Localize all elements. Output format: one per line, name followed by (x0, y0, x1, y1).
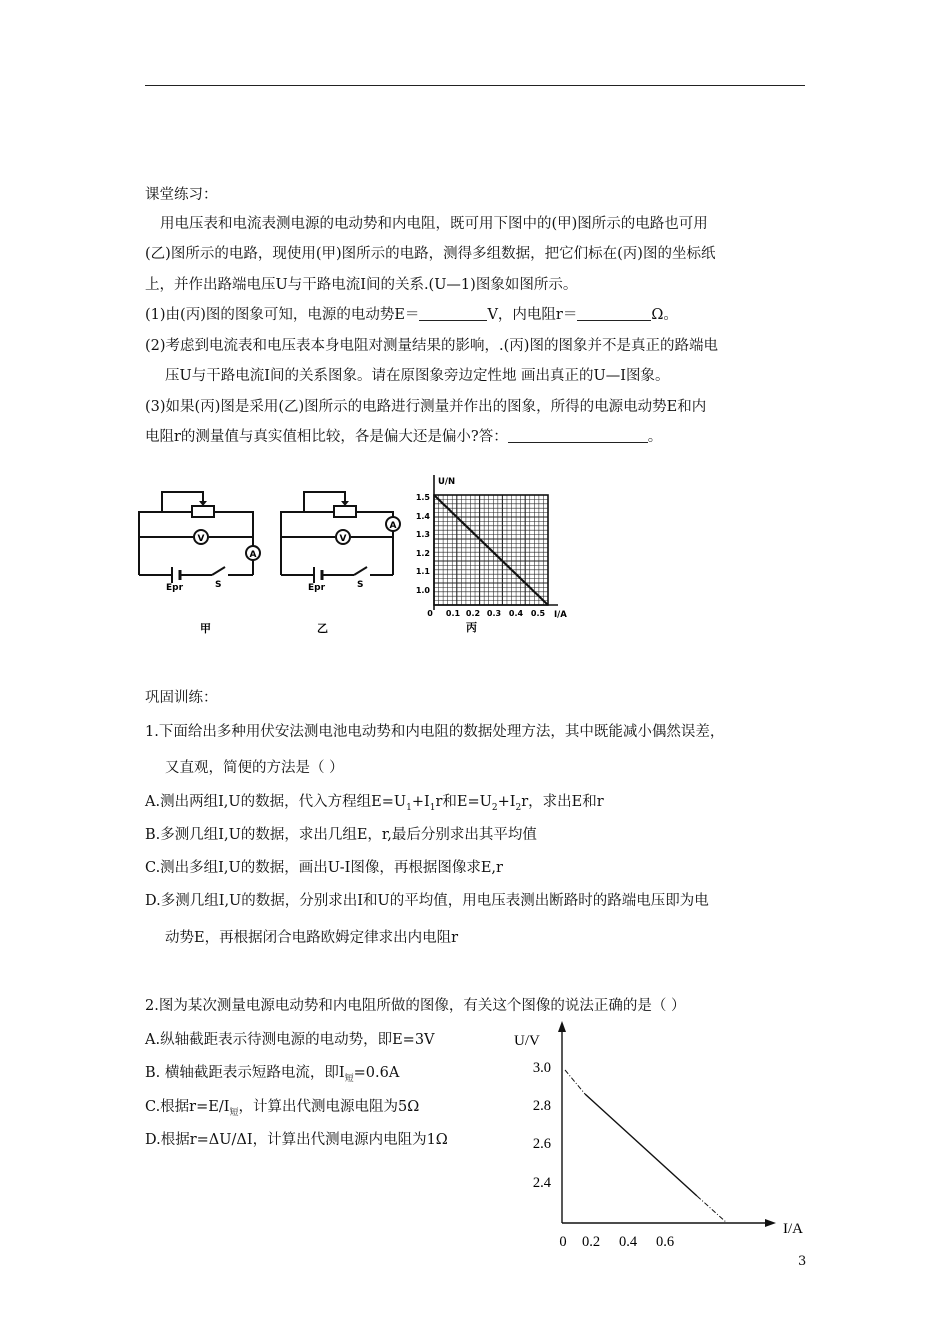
figure-caption: 乙 (317, 622, 328, 635)
battery-label: Epr (166, 583, 184, 593)
x-tick-label: 0.3 (486, 609, 502, 618)
y-axis-label: U/N (438, 477, 456, 487)
x-tick-label: 0.4 (508, 609, 524, 618)
intro-line-3: 上，并作出路端电压U与干路电流I间的关系.(U—1)图象如图所示。 (145, 277, 578, 293)
extrapolated-line-bottom (697, 1196, 727, 1223)
figure-caption: 甲 (200, 622, 211, 635)
option-2c: C.根据$r=E/I_短$，计算出代测电源电阻为5Ω (145, 1099, 420, 1118)
graph-bing (408, 470, 580, 642)
intro-line-1: 用电压表和电流表测电源的电动势和内电阻，既可用下图中的(甲)图所示的电路也可用 (160, 216, 708, 232)
voltmeter-symbol: V (197, 534, 205, 544)
section-heading-classroom: 课堂练习： (145, 187, 218, 203)
answer-blank-emf[interactable] (419, 306, 487, 321)
option-1d-line-2: 动势E，再根据闭合电路欧姆定律求出内电阻r (165, 930, 459, 946)
section-heading-consolidation: 巩固训练： (145, 690, 218, 706)
x-axis-arrow-icon (765, 1219, 776, 1227)
option-2a: A.纵轴截距表示待测电源的电动势，即E=3V (145, 1032, 435, 1048)
graph-u-i (505, 1018, 815, 1258)
circuit-diagram-jia (130, 480, 265, 640)
exercise-2-stem: 2.图为某次测量电源电动势和内电阻所做的图像，有关这个图像的说法正确的是（ ） (145, 998, 686, 1014)
x-tick-label: 0 (427, 609, 433, 618)
question-2-line-2: 压U与干路电流I间的关系图象。请在原图象旁边定性地 画出真正的U—I图象。 (165, 368, 670, 384)
option-1a: A.测出两组I,U的数据，代入方程组$E=U_1+I_1r$和$E=U_2+I_2r$，求出E和r (145, 794, 604, 813)
y-tick-label: 1.5 (415, 493, 430, 502)
option-2b: B. 横轴截距表示短路电流，即$I_短=0.6A$ (145, 1065, 400, 1084)
voltmeter-symbol: V (339, 534, 347, 544)
answer-blank-resistance[interactable] (577, 306, 651, 321)
y-tick-label: 2.8 (532, 1098, 551, 1114)
page-number: 3 (798, 1254, 807, 1269)
exercise-1-line-1: 1.下面给出多种用伏安法测电池电动势和内电阻的数据处理方法，其中既能减小偶然误差， (145, 724, 725, 740)
switch-label: S (357, 580, 364, 590)
exercise-1-line-2: 又直观，简便的方法是（ ） (165, 760, 344, 776)
y-tick-label: 2.6 (532, 1136, 551, 1152)
extrapolated-line-top (565, 1070, 585, 1094)
question-2-line-1: (2)考虑到电流表和电压表本身电阻对测量结果的影响，.(丙)图的图象并不是真正的路端电 (145, 338, 718, 354)
question-1: (1)由(丙)图的图象可知，电源的电动势E＝ V，内电阻r＝ Ω。 (145, 307, 678, 323)
x-axis-label: I/A (783, 1221, 803, 1237)
x-tick-label: 0 (559, 1234, 567, 1250)
x-axis-label: I/A (554, 610, 567, 620)
option-1d-line-1: D.多测几组I,U的数据，分别求出I和U的平均值，用电压表测出断路时的路端电压即为电 (145, 893, 709, 909)
ammeter-symbol: A (249, 550, 257, 560)
option-1b: B.多测几组I,U的数据，求出几组E，r,最后分别求出其平均值 (145, 827, 537, 843)
x-tick-label: 0.6 (655, 1234, 675, 1250)
u-i-line (434, 495, 548, 605)
circuit-diagram-yi (272, 480, 407, 640)
battery-label: Epr (308, 583, 326, 593)
option-2d: D.根据r=ΔU/ΔI，计算出代测电源内电阻为1Ω (145, 1132, 448, 1148)
figure-caption: 丙 (466, 621, 477, 634)
option-1c: C.测出多组I,U的数据，画出U-I图像，再根据图像求E,r (145, 860, 503, 876)
switch-label: S (215, 580, 222, 590)
measured-line (585, 1094, 697, 1196)
x-tick-label: 0.2 (581, 1234, 601, 1250)
x-tick-label: 0.4 (618, 1234, 638, 1250)
answer-blank-comparison[interactable] (508, 428, 648, 443)
intro-line-2: (乙)图所示的电路，现使用(甲)图所示的电路，测得多组数据，把它们标在(丙)图的坐标纸 (145, 246, 716, 262)
question-3-line-2: 电阻r的测量值与真实值相比较，各是偏大还是偏小?答： 。 (145, 429, 663, 445)
y-tick-label: 2.4 (532, 1175, 551, 1191)
y-tick-label: 1.2 (415, 549, 430, 558)
y-tick-label: 3.0 (532, 1060, 551, 1076)
header-rule (145, 85, 805, 86)
x-tick-label: 0.5 (530, 609, 546, 618)
question-3-line-1: (3)如果(丙)图是采用(乙)图所示的电路进行测量并作出的图象，所得的电源电动势E和内 (145, 399, 707, 415)
y-tick-label: 1.4 (415, 512, 430, 521)
x-tick-label: 0.2 (465, 609, 481, 618)
y-tick-label: 1.0 (415, 586, 430, 595)
y-tick-label: 1.3 (415, 530, 430, 539)
y-axis-arrow-icon (558, 1021, 566, 1032)
x-tick-label: 0.1 (445, 609, 461, 618)
y-tick-label: 1.1 (415, 567, 430, 576)
y-axis-label: U/V (514, 1033, 540, 1049)
ammeter-symbol: A (389, 521, 397, 531)
